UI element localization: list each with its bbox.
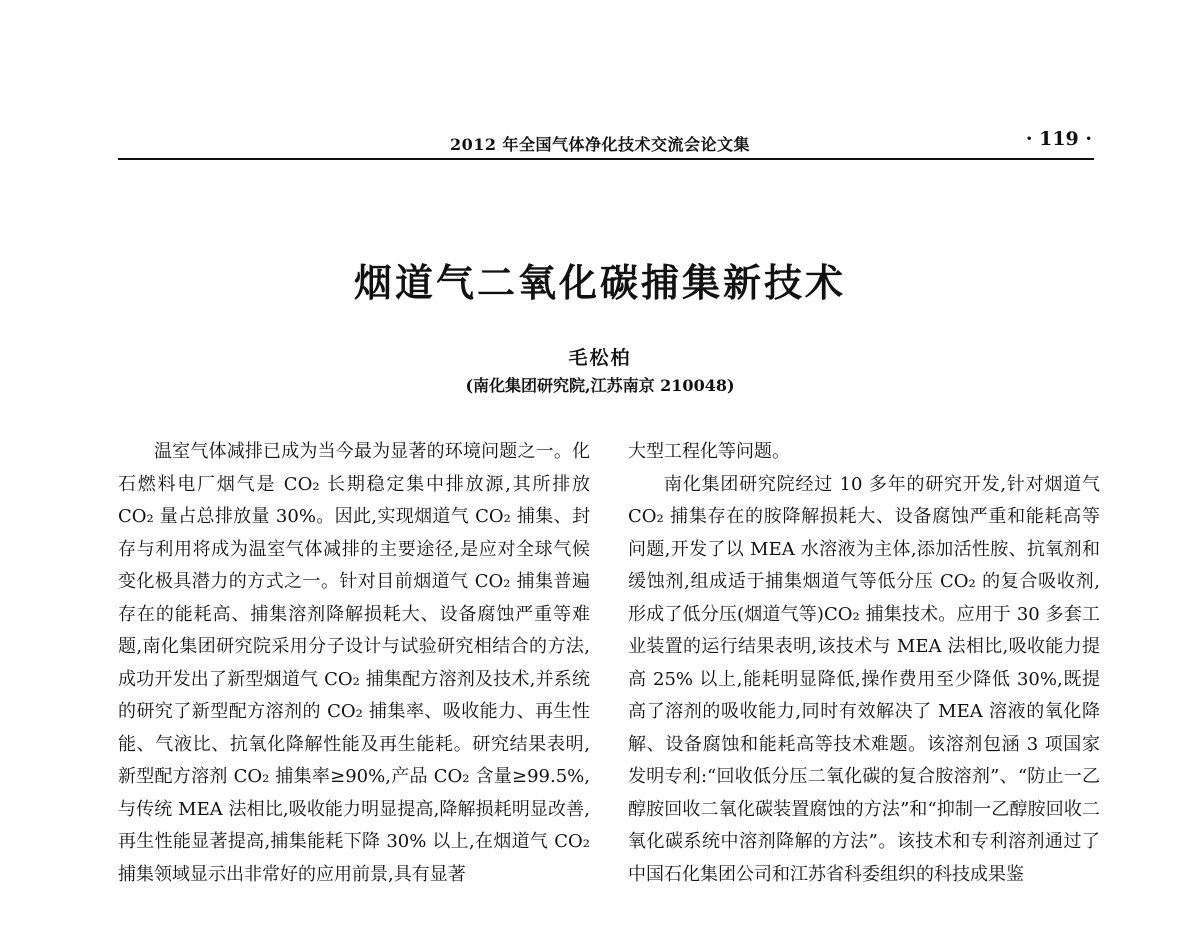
paragraph: 温室气体减排已成为当今最为显著的环境问题之一。化石燃料电厂烟气是 CO₂ 长期稳定集中排放源,其所排放 CO₂ 量占总排放量 30%。因此,实现烟道气 CO₂ 捕集、封存与利用将成为温室气体减排的主要途径,是应对全球气候变化极具潜力的方式之一。针对目前烟道气 CO₂ 捕集普遍存在的能耗高、捕集溶剂降解损耗大、设备腐蚀严重等难题,南化集团研究院采用分子设计与试验研究相结合的方法,成功开发出了新型烟道气 CO₂ 捕集配方溶剂及技术,并系统的研究了新型配方溶剂的 CO₂ 捕集率、吸收能力、再生性能、气液比、抗氧化降解性能及再生能耗。研究结果表明,新型配方溶剂 CO₂ 捕集率≥90%,产品 CO₂ 含量≥99.5%,与传统 MEA 法相比,吸收能力明显提高,降解损耗明显改善,再生性能显著提高,捕集能耗下降 30% 以上,在烟道气 CO₂ 捕集领域显示出非常好的应用前景,具有显著 [118,441,590,885]
running-header: 2012 年全国气体净化技术交流会论文集 [449,135,751,154]
paragraph: 南化集团研究院经过 10 多年的研究开发,针对烟道气 CO₂ 捕集存在的胺降解损耗大、设备腐蚀严重和能耗高等问题,开发了以 MEA 水溶液为主体,添加活性胺、抗氧剂和缓蚀剂,组成适于捕集烟道气等低分压 CO₂ 的复合吸收剂,形成了低分压(烟道气等)CO₂ 捕集技术。应用于 30 多套工业装置的运行结果表明,该技术与 MEA 法相比,吸收能力提高 25% 以上,能耗明显降低,操作费用至少降低 30%,既提高了溶剂的吸收能力,同时有效解决了 MEA 溶液的氧化降解、设备腐蚀和能耗高等技术难题。该溶剂包涵 3 项国家发明专利:“回收低分压二氧化碳的复合胺溶剂”、“防止一乙醇胺回收二氧化碳装置腐蚀的方法”和“抑制一乙醇胺回收二氧化碳系统中溶剂降解的方法”。该技术和专利溶剂通过了中国石化集团公司和江苏省科委组织的科技成果鉴 [628,473,1100,885]
page-number: · 119 · [1025,128,1092,150]
article-title: 烟道气二氧化碳捕集新技术 [353,261,846,305]
left-column [118,436,590,891]
right-column [628,436,1100,891]
paragraph-continuation: 大型工程化等问题。 [628,441,790,462]
header-rule [118,158,1094,160]
author-name: 毛松柏 [568,347,632,369]
author-affiliation: (南化集团研究院,江苏南京 210048) [465,376,735,395]
